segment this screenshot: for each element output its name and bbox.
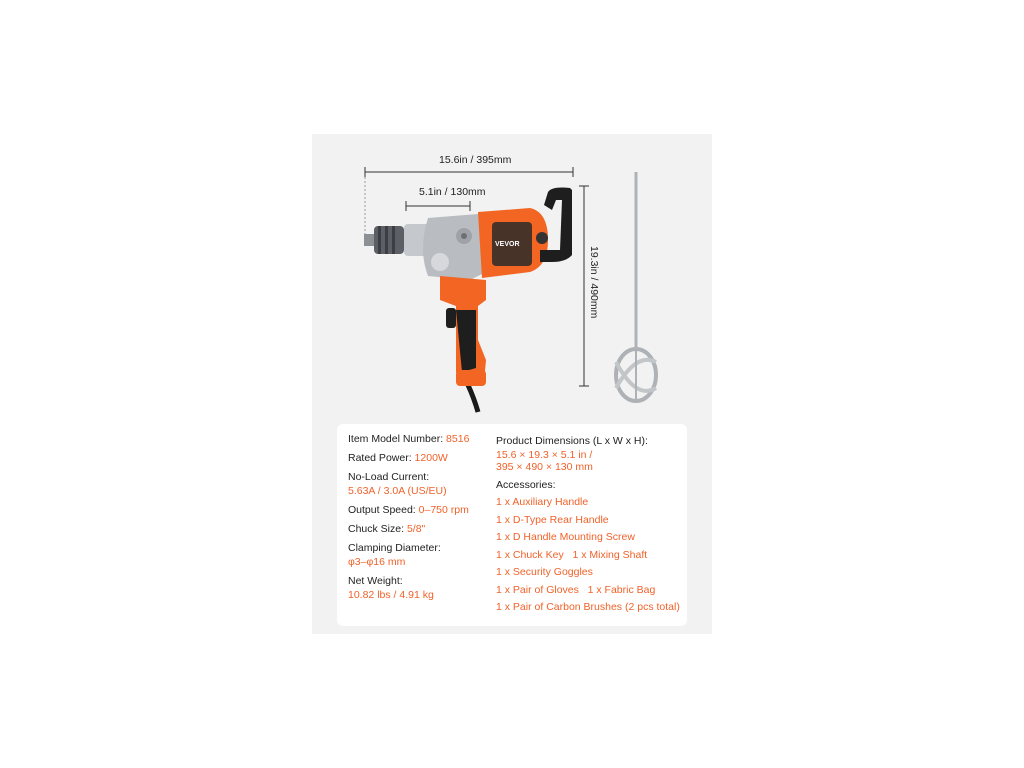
accessory-item: 1 x Pair of Carbon Brushes (2 pcs total) [496, 601, 680, 613]
product-dimensions-imperial: 15.6 × 19.3 × 5.1 in / [496, 449, 593, 461]
accessory-item: 1 x Auxiliary Handle [496, 496, 589, 508]
current-label: No-Load Current: [348, 471, 430, 483]
product-dimensions-metric: 395 × 490 × 130 mm [496, 461, 593, 473]
power-label: Rated Power: [348, 452, 415, 464]
main-grip [440, 276, 486, 386]
length-dimension-label: 15.6in / 395mm [439, 154, 512, 166]
speed-label: Output Speed: [348, 504, 419, 516]
chuck-dimension-label: 5.1in / 130mm [419, 186, 486, 198]
mixing-paddle [616, 172, 656, 401]
accessory-item: 1 x Security Goggles [496, 566, 593, 578]
power-value: 1200W [414, 452, 448, 464]
model-value: 8516 [446, 433, 470, 445]
accessories-label: Accessories: [496, 479, 556, 491]
chuck-value: 5/8" [406, 523, 426, 535]
accessory-item: 1 x Chuck Key 1 x Mixing Shaft [496, 549, 648, 561]
clamp-label: Clamping Diameter: [348, 542, 441, 554]
accessory-item: 1 x D Handle Mounting Screw [496, 531, 635, 543]
speed-value: 0–750 rpm [418, 504, 469, 516]
chuck-label: Chuck Size: [348, 523, 407, 535]
weight-label: Net Weight: [348, 575, 403, 587]
chuck-dimension-line [406, 201, 470, 211]
rated-power [348, 452, 448, 465]
current-value: 5.63A / 3.0A (US/EU) [348, 485, 447, 497]
weight-value: 10.82 lbs / 4.91 kg [348, 589, 434, 601]
product-dimensions-label: Product Dimensions (L x W x H): [496, 435, 648, 447]
brand-logo: VEVOR [495, 241, 520, 248]
accessory-item: 1 x Pair of Gloves 1 x Fabric Bag [496, 584, 656, 596]
clamp-value: φ3–φ16 mm [348, 556, 406, 568]
output-speed [348, 504, 469, 517]
drill-chuck [364, 224, 430, 256]
height-dimension-label: 19.3in / 490mm [588, 246, 600, 319]
chuck-size [348, 523, 425, 536]
accessory-item: 1 x D-Type Rear Handle [496, 514, 609, 526]
motor-body [478, 208, 548, 278]
model-number [348, 433, 469, 446]
model-label: Item Model Number: [348, 433, 447, 445]
power-cord [468, 385, 478, 412]
